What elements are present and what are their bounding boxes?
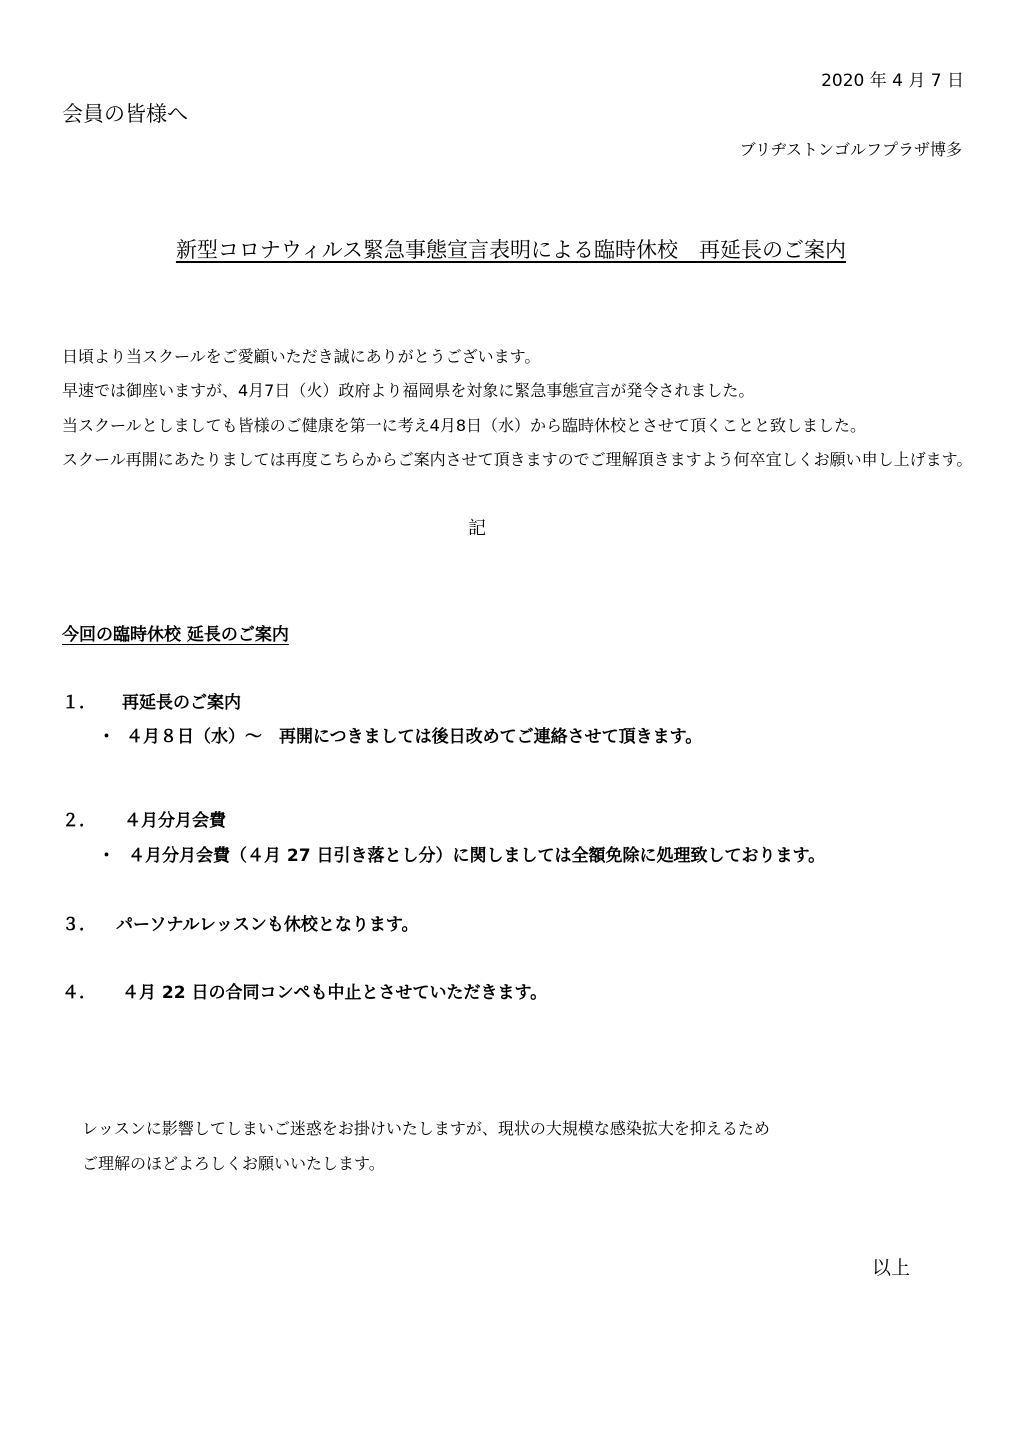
- body-paragraph-1: 日頃より当スクールをご愛顧いただき誠にありがとうございます。: [62, 347, 541, 366]
- item-2-number: ２．: [62, 811, 96, 831]
- item-3-title: パーソナルレッスンも休校となります。: [116, 915, 419, 935]
- item-4-number: ４．: [62, 983, 96, 1003]
- ijou-closing-mark: 以上: [872, 1257, 911, 1279]
- body-paragraph-3: 当スクールとしましても皆様のご健康を第一に考え4月8日（水）から臨時休校とさせて頂くことと致しました。: [62, 416, 867, 435]
- item-2-title: ４月分月会費: [124, 811, 226, 831]
- body-paragraph-2: 早速では御座いますが、4月7日（火）政府より福岡県を対象に緊急事態宣言が発令されました。: [62, 381, 755, 400]
- closing-line-1: レッスンに影響してしまいご迷惑をお掛けいたしますが、現状の大規模な感染拡大を抑えるため: [82, 1119, 770, 1138]
- document-title-text: 新型コロナウィルス緊急事態宣言表明による臨時休校 再延長のご案内: [175, 238, 847, 262]
- item-2-bullet: ・: [98, 846, 115, 866]
- item-4-title: ４月 22 日の合同コンペも中止とさせていただきます。: [122, 983, 548, 1003]
- sender-name: ブリヂストンゴルフプラザ博多: [739, 140, 962, 159]
- document-title: [0, 234, 1022, 264]
- closing-line-2: ご理解のほどよろしくお願いいたします。: [82, 1154, 385, 1173]
- item-1-title: 再延長のご案内: [122, 693, 241, 713]
- ki-mark: 記: [468, 518, 486, 539]
- addressee: 会員の皆様へ: [62, 102, 188, 126]
- section-heading: 今回の臨時休校 延長のご案内: [62, 625, 289, 645]
- item-3-number: ３．: [62, 915, 96, 935]
- item-1-bullet: ・: [98, 727, 115, 747]
- item-1-number: １．: [62, 693, 96, 713]
- item-2-detail: ４月分月会費（４月 27 日引き落とし分）に関しましては全額免除に処理致しております。: [128, 846, 826, 866]
- body-paragraph-4: スクール再開にあたりましては再度こちらからご案内させて頂きますのでご理解頂きますよう何卒宜しくお願い申し上げます。: [62, 450, 973, 469]
- document-date: 2020 年 4 月 7 日: [821, 71, 964, 91]
- item-1-detail: ４月８日（水）～ 再開につきましては後日改めてご連絡させて頂きます。: [126, 727, 703, 747]
